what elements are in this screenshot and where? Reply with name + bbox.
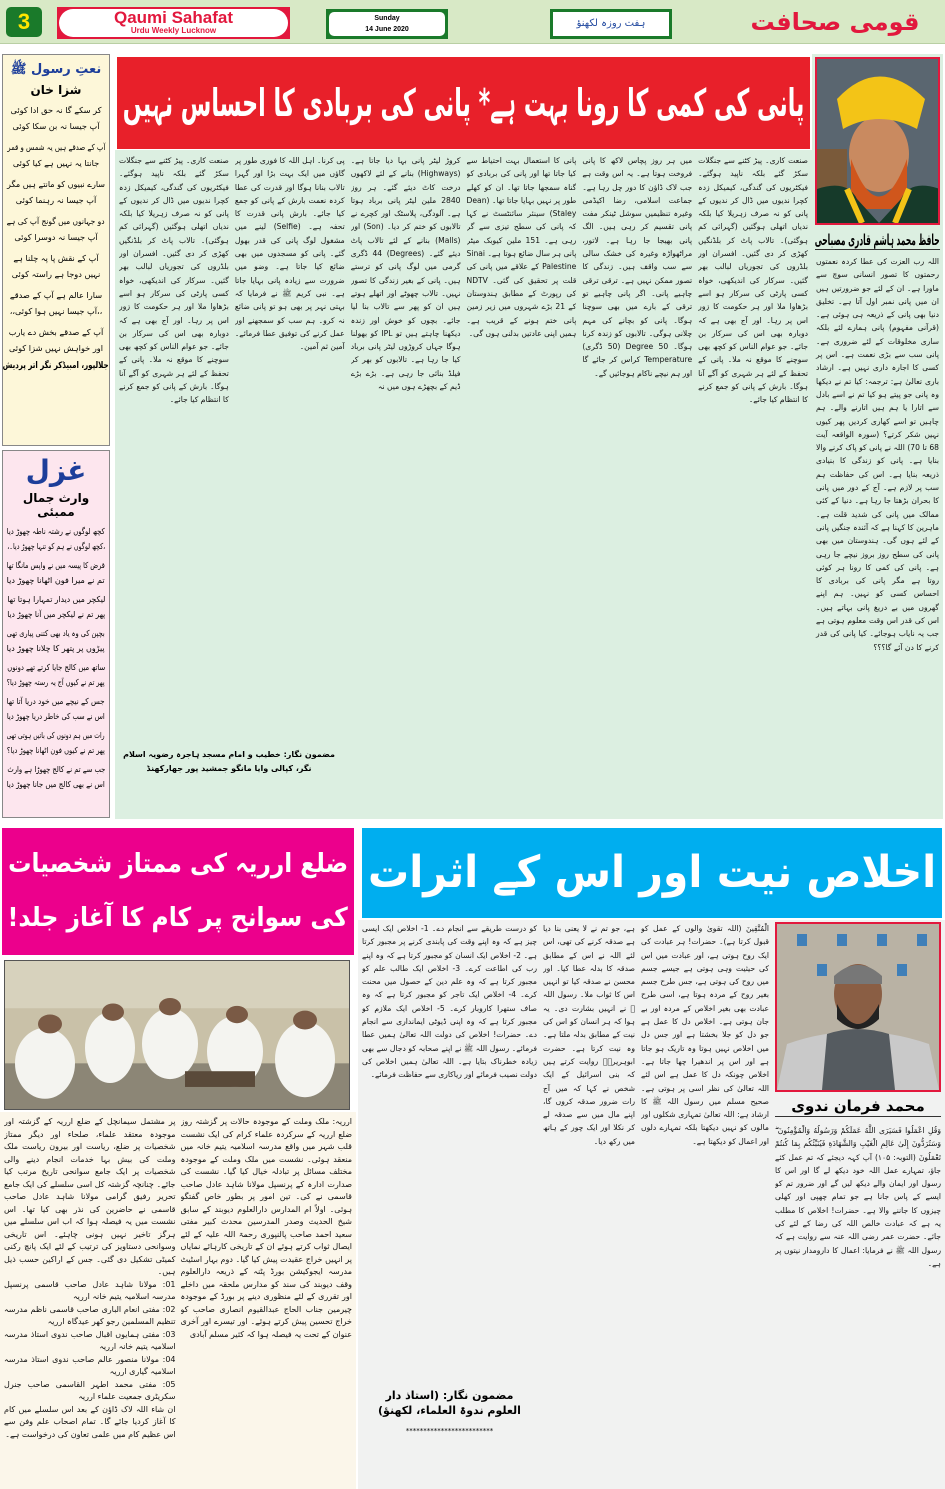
ikhlas-author-portrait (777, 924, 939, 1090)
verse-line: جانتا یہ نہیں ہے کیا کوئی (12, 158, 100, 168)
article-column: اللہ رب العزت کی عطا کردہ نعمتوں رحمتوں کا تصور انسانی سوچ سے ماورا ہے۔ ان کے لئے جو ضرورتیں ہیں ان میں پانی نمبر اول آتا ہے۔ تخلیق دنیا بھی پانی کے ذریعہ ہی ہوئی ہے۔ (قرآنی مفہوم) پانی ہمارے لئے بلکہ ساری مخلوقات کے لئے ضروری ہے۔ پانی سب سے بڑی نعمت ہے۔ اس پر کسی کا اجارہ داری نہیں ہے۔ ارشاد باری تعالیٰ ہے: ترجمہ: کیا تم نے دیکھا وہ پانی جو پیتے ہو کیا تم نے اسے بادل سے اتارا یا ہم ہیں اتارنے والے۔ ہم چاہیں تو اسے کھاری کردیں پھر کیوں نہیں شکر کرتے؟ (سورہ الواقعہ آیت 68 تا 70) اللہ نے پانی کو پاک کرنے والا بنایا ہے۔ پانی کو زندگی کا بنیادی ذریعہ بنایا ہے۔ اس کی حفاظت ہم سب پر لازم ہے۔ آج کے دور میں پانی کا بحران بڑھتا جا رہا ہے۔ دنیا کے کئی ممالک میں پانی کی شدید قلت ہے۔ ماہرین کا کہنا ہے کہ آئندہ جنگیں پانی کے لئے ہوں گی۔ ہندوستان میں بھی پانی کی سطح روز بروز نیچے جا رہی ہے۔ پانی کی کمی کا رونا ہر کوئی روتا ہے مگر پانی کی بربادی کا احساس کسی کو نہیں۔ ہم اپنے گھروں میں بے دریغ پانی بہاتے ہیں۔ اس کی قدر اس وقت معلوم ہوتی ہے جب یہ نایاب ہوجائے۔ کیا پانی کی قدر کرنے کا دن آئے گا؟؟؟ (816, 257, 939, 652)
masthead (0, 0, 945, 44)
separator: ************************* (405, 1427, 494, 1435)
verse-line-wrap (7, 102, 105, 118)
verse-line: ،،آپ جیسا نہیں ہوا کوئی،، (9, 306, 103, 316)
verse-line: آپ جیسا نہ رہنما کوئی (15, 195, 97, 205)
top-headline: پانی کی کمی کا رونا بہت ہے* پانی کی بربادی کا احساس نہیں (122, 81, 805, 125)
verse-line: نہیں دوجا ہے راستہ کوئی (11, 269, 101, 279)
credit-line-1: مضمون نگار: (استاذ دار (385, 1389, 514, 1402)
closing-note: ان شاء اللہ لاک ڈاؤن کے بعد اس سلسلے میں کام کا آغاز کردیا جائے گا۔ تمام اصحاب علم وفن سے اس عظیم کام میں علمی تعاون کی درخواست ہے۔ (4, 1404, 176, 1439)
verse-line-wrap (7, 250, 105, 266)
verse-line: قرض کا پیسہ میں نے واپس مانگا تھا (6, 560, 106, 570)
naat-poem (3, 102, 109, 356)
araria-article-body (0, 1112, 356, 1489)
page-number: 3 (6, 7, 42, 37)
naat-author: شزا خان (30, 83, 82, 97)
araria-headline (2, 828, 354, 955)
verse-line-wrap (7, 660, 105, 675)
araria-headline-line1: ضلع ارریہ کی ممتاز شخصیات (8, 849, 348, 879)
article-column: صنعت کاری۔ پیڑ کٹنے سے جنگلات سکڑ گئے بلکہ ناپید ہوگئے۔ فیکٹریوں کی گندگی، کیمیکل زدہ کچرا ندیوں میں ڈال کر ندیوں کے پانی کو نہ صرف زہریلا کیا بلکہ ندیاں اتھلی ہوگئیں (گہرائی کم ہوگئی)۔ تالاب پاٹ کر بلڈنگیں کھڑی کر دی گئیں۔ افسران اور بلڈروں کی تجوریاں لبالب بھر گئیں۔ سرکار کی اندیکھی، خواہ کسی پارٹی کی سرکار ہو اسے بڑھاوا ملا اور ہر حکومت کا زور اس پر رہا۔ اور آج بھی ہے کہ دوبارہ بھی اس کی سرکار بن جائے۔ جو عوام الناس کو کچھ بھی سوچنے کا موقع نہ ملا۔ پانی کے تحفظ کے لئے ہر شہری کو آگے آنا ہوگا۔ بارش کے پانی کو جمع کرنے کا انتظام کیا جائے۔ (119, 156, 229, 405)
verse-line: جس کے نیچے میں خود دریا آتا تھا (6, 696, 106, 706)
verse-line-wrap (7, 592, 105, 607)
naat-title: نعتِ رسول ﷺ (10, 62, 102, 77)
author-name-wrap (815, 231, 940, 250)
weekly-urdu: ہفت روزہ لکھنؤ (553, 12, 669, 36)
couplet (7, 694, 105, 723)
verse-line-wrap (7, 743, 105, 758)
verse-line: آپ جیسا نہ دوسرا کوئی (14, 232, 98, 242)
couplet (7, 558, 105, 587)
date-box (326, 9, 448, 39)
day: Sunday (374, 15, 400, 22)
verse-line-wrap (7, 303, 105, 319)
naat-place-wrap (3, 361, 109, 371)
couplet (7, 524, 105, 553)
verse-line: تم نے میرا فون اٹھانا چھوڑ دیا (7, 574, 105, 585)
verse-line-wrap (7, 324, 105, 340)
verse-line: ،کچھ لوگوں نے ہم کو تنہا چھوڑ دیا۔، (6, 540, 105, 551)
author-column (812, 54, 943, 819)
verse-line-wrap (7, 607, 105, 622)
member-3: 03: مفتی ہمایوں اقبال صاحب ندوی استاذ مدرسہ اسلامیہ یتیم خانہ ارریہ (4, 1329, 176, 1351)
member-2: 02: مفتی انعام الباری صاحب قاسمی ناظم مدرسہ تنظیم المسلمین رجو کھر عیدگاہ ارریہ (4, 1304, 176, 1326)
ikhlas-headline-banner (362, 828, 942, 918)
date: 14 June 2020 (365, 26, 409, 33)
article-column (4, 1116, 176, 1485)
verse-line-wrap (7, 118, 105, 134)
verse-line: جب سے تم نے کالج چھوڑا ہے وارث (7, 764, 105, 774)
verse-line-wrap (7, 155, 105, 171)
verse-line: پھر تم نے کیوں آج یہ رستہ چھوڑ دیا؟ (7, 676, 105, 687)
verse-line: آپ کے نقش پا پہ چلنا ہے (13, 253, 99, 263)
verse-line: سارے نبیوں کو مانتے ہیں مگر (7, 179, 105, 189)
couplet (7, 139, 105, 171)
title-urdu: قومی صحافت (750, 8, 920, 36)
araria-headline-line2: کی سوانح پر کام کا آغاز جلد! (7, 903, 349, 933)
weekly-label (550, 9, 672, 39)
ikhlas-author-name: محمد فرمان ندوی (775, 1096, 941, 1117)
couplet (7, 660, 105, 689)
verse-line: اس نے بھی کالج میں جانا چھوڑ دیا (6, 778, 106, 789)
verse-line-wrap (7, 675, 105, 690)
top-headline-banner (117, 57, 810, 149)
verse-line-wrap (7, 762, 105, 777)
verse-line: اس نے سب کی خاطر دریا چھوڑ دیا (7, 710, 105, 721)
couplet (7, 626, 105, 655)
title-english: Qaumi Sahafat (113, 8, 234, 27)
couplet (7, 324, 105, 356)
verse-line-wrap (7, 573, 105, 588)
subtitle-english: Urdu Weekly Lucknow (130, 26, 217, 35)
verse-line-wrap (7, 539, 105, 554)
couplet (7, 176, 105, 208)
verse-line-wrap (7, 626, 105, 641)
article-column: پی کرنا۔ اہل اللہ کا فوری طور پر گاؤں میں ایک بہت بڑا اور گہرا تالاب بنانا ہوگا اور قدرت کی عطا کردہ نعمت بارش کے پانی کو جمع کیا جائے۔ بارش پانی قدرت کا تحفہ ہے۔ (Selfie) لینے میں مشغول لوگ پانی کی قدر بھول گئے۔ پانی کو مسجدوں میں بھی ضائع کیا جاتا ہے۔ وضو میں ضرورت سے زیادہ پانی بہایا جاتا ہے۔ نبی کریم ﷺ نے فرمایا کہ بہتی نہر پر بھی ہو تو پانی ضائع نہ کرو۔ ہم سب کو سمجھنے اور عمل کرنے کی توفیق عطا فرمائے۔ آمین ثم آمین۔ (234, 156, 345, 352)
couplet (7, 592, 105, 621)
verse-line-wrap (7, 777, 105, 792)
verse-line-wrap (7, 694, 105, 709)
couplet (7, 250, 105, 282)
ikhlas-author-photo (775, 922, 941, 1092)
verse-line-wrap (7, 139, 105, 155)
verse-line-wrap (7, 524, 105, 539)
credit-line-2: العلوم ندوۃ العلماء، لکھنؤ) (378, 1404, 521, 1417)
verse-line: بچپن کی وہ یاد بھی کتنی پیاری تھی (7, 628, 105, 638)
couplet (7, 213, 105, 245)
article-column: الْمُتَّقِينَ (اللہ تقویٰ والوں کے عمل کو قبول کرتا ہے)۔ حضرات! ہر عبادت کی ایک روح ہوتی ہے، اور عبادت میں اس کی حیثیت وہی ہوتی ہے جیسے جسم میں روح کی ہوتی ہے، جس طرح جسم بغیر روح کے مردہ ہوتا ہے، اسی طرح عبادت بھی بغیر اخلاص کے مردہ اور بے جان ہوتی ہے۔ اخلاص دل کا عمل ہے جو دل کو جلا بخشتا ہے اور جس دل میں اخلاص نہیں ہوتا وہ تاریک ہو جاتا ہے اور اس پر اندھیرا چھا جاتا ہے۔ اخلاص چونکہ دل کا عمل ہے اس لئے اللہ تعالیٰ کی نظر اسی پر ہوتی ہے۔ صحیح مسلم میں رسول اللہ ﷺ کا ارشاد ہے: اللہ تعالیٰ تمہاری شکلوں اور مالوں کو نہیں دیکھتا بلکہ تمہارے دلوں اور اعمال کو دیکھتا ہے۔ (641, 924, 769, 1146)
article-column: میں ہر روز پچاس لاکھ کا پانی فروخت ہوتا ہے۔ یہ اس وقت ہے جب لاک ڈاؤن کا دور چل رہا ہے۔ جماعت اسلامی، رضا اکیڈمی وغیرہ تنظیمیں سوشل ٹینکر مفت پانی تقسیم کر رہی ہیں۔ الگ پانی بھیجا جا رہا ہے۔ لاتور، مراٹھواڑہ وغیرہ کی خشک سالی سے سب واقف ہیں۔ زندگی کا تصور ممکن نہیں ہے۔ ترقی ترقی چاہیے پانی۔ اگر پانی چاہیے تو ترقی کے بارے میں بھی سوچنا ہوگا۔ پانی کو بچانے کی مہم چلانی ہوگی۔ تالابوں کو زندہ کرنا ہوگا۔ Degree 50 (50 ڈگری) Temperature کراس کر جائے گا اور ہم نیچے ناکام ہوجائیں گے۔ (582, 156, 693, 378)
logo-english (57, 7, 290, 39)
article-paragraph: پر مشتمل سیمانچل کے ضلع ارریہ کے گزشتہ اور موجودہ معتقد علماء، صلحاء اور دیگر ممتاز شخصیات پر ضلع، ریاست اور بیرون ریاست ملک وملت کی بیش بہا خدمات انجام دینے والی شخصیات پر ایک جامع سوانحی تاریخ مرتب کیا جائے۔ چنانچہ گزشتہ کل اسی سلسلے کی ایک جامع تحریر رفیق گرامی مولانا شاہد عادل صاحب قاسمی نے حاضرین کی نذر بھی کیا تھا۔ اس نشست میں یہ فیصلہ ہوا کہ اب اس سلسلے میں ہرگز تاخیر نہیں ہونی چاہئے۔ اس تاریخی وسوانحی دستاویز کی ترتیب کے لئے ایک پانچ رکنی کمیٹی تشکیل دی گئی۔ جس کے اراکین حسب ذیل ہیں۔ (4, 1117, 176, 1276)
verse-line-wrap (7, 176, 105, 192)
verse-line-wrap (7, 728, 105, 743)
article-column: وَقُلِ اعْمَلُوا فَسَيَرَى اللَّهُ عَمَلَكُمْ وَرَسُولُهُ وَالْمُؤْمِنُونَ ۖ وَسَتُرَدُّونَ إِلَىٰ عَالِمِ الْغَيْبِ وَالشَّهَادَةِ فَيُنَبِّئُكُم بِمَا كُنتُمْ تَعْمَلُونَ (التوبہ: ۱۰۵) آپ کہہ دیجئے کہ تم عمل کئے جاؤ، تمہارے عمل اللہ خود دیکھ لے گا اور اس کا رسول اور ایمان والے دیکھ لیں گے اور ضرور تم کو ایسے کے پاس جانا ہے جو تمام چھپی اور کھلی چیزوں کا جاننے والا ہے۔ حضرات! اخلاص کا مطلب یہ ہے کہ عبادت خالص اللہ کی رضا کے لئے کی جائے۔ حضرت عمر رضی اللہ عنہ سے روایت ہے کہ رسول اللہ ﷺ نے فرمایا: اعمال کا دارومدار نیتوں پر ہے۔ (775, 1126, 941, 1268)
verse-line: کچھ لوگوں نے رشتہ ناطہ چھوڑ دیا (6, 526, 106, 536)
verse-line-wrap (7, 266, 105, 282)
verse-line: پیڑوں پر پتھر کا چلانا چھوڑ دیا (6, 642, 106, 653)
article-column: صنعت کاری۔ پیڑ کٹنے سے جنگلات سکڑ گئے بلکہ ناپید ہوگئے۔ فیکٹریوں کی گندگی، کیمیکل زدہ کچرا ندیوں میں ڈال کر ندیوں کے پانی کو نہ صرف زہریلا کیا بلکہ ندیاں اتھلی ہوگئیں (گہرائی کم ہوگئی)۔ تالاب پاٹ کر بلڈنگیں کھڑی کر دی گئیں۔ افسران اور بلڈروں کی تجوریاں لبالب بھر گئیں۔ سرکار کی اندیکھی، خواہ کسی پارٹی کی سرکار ہو اسے بڑھاوا ملا اور ہر حکومت کا زور اس پر رہا۔ اور آج بھی ہے کہ دوبارہ بھی اس کی سرکار بن جائے۔ جو عوام الناس کو کچھ بھی سوچنے کا موقع نہ ملا۔ پانی کے تحفظ کے لئے ہر شہری کو آگے آنا ہوگا۔ بارش کے پانی کو جمع کرنے کا انتظام کیا جائے۔ (698, 156, 808, 405)
verse-line: دو جہانوں میں گونج آپ کی ہے (7, 216, 105, 226)
verse-line-wrap (7, 287, 105, 303)
verse-line: پھر تم نے لیکچر میں آنا چھوڑ دیا (7, 608, 105, 619)
article-column: کو درست طریقے سے انجام دے۔ 1- اخلاص ایک ایسی چیز ہے کہ وہ اپنے وقت کی پابندی کرنے پر مجبور کرتا ہے۔ 2- اخلاص ایک انسان کو مجبور کرتا ہے کہ وہ اپنے رب کی اطاعت کرے۔ 3- اخلاص ایک طالب علم کو مجبور کرتا ہے کہ وہ علم دین کے حصول میں محنت کرے۔ 4- اخلاص ایک تاجر کو مجبور کرتا ہے کہ وہ صاف ستھرا کاروبار کرے۔ 5- اخلاص ایک ملازم کو مجبور کرتا ہے کہ وہ اپنی ڈیوٹی ایمانداری سے انجام دے۔ حضرات! اخلاص کی دولت اللہ تعالیٰ ہمیں عطا فرمائے۔ رسول اللہ ﷺ نے اپنے صحابہ کو دجال سے بھی زیادہ خطرناک بتایا ہے۔ اللہ تعالیٰ ہمیں اخلاص کی دولت نصیب فرمائے اور ریاکاری سے حفاظت فرمائے۔ (362, 924, 537, 1080)
araria-headline-line2-wrap (8, 891, 348, 945)
member-1: 01: مولانا شاہد عادل صاحب قاسمی پرنسپل مدرسہ اسلامیہ یتیم خانہ ارریہ (4, 1279, 176, 1301)
naat-place: جلالپور، امبیڈکر نگر اتر پردیش (3, 361, 109, 371)
couplet (7, 287, 105, 319)
article-column: پانی کا استعمال بہت احتیاط سے کیا جاتا تھا اور پانی کی بربادی کو گناہ سمجھا جاتا تھا۔ ان کو کھلے طور پر نہیں بہایا جاتا تھا۔ (Dean Staley) سینئر سائنٹسٹ نے کہا کہ پانی کی سطح تیزی سے گر رہی ہے۔ 151 ملین کیوبک میٹر پانی ہر سال ضائع ہوتا ہے۔ Sinai Palestine کے علاقے میں پانی کی قلت پر تحقیق کی گئی۔ NDTV کی رپورٹ کے مطابق ہندوستان کے 21 بڑے شہروں میں زیر زمین پانی ختم ہونے کے قریب ہے۔ ہمیں اپنی عادتیں بدلنی ہوں گی۔ (466, 156, 577, 338)
verse-line: رات میں ہم دونوں کی باتیں ہوتی تھی (7, 730, 105, 740)
verse-line: پھر تم نے کیوں فون اٹھانا چھوڑ دیا؟ (7, 744, 105, 755)
naat-box (2, 54, 110, 446)
meeting-photo (4, 960, 350, 1110)
ghazal-author: وارث جمال ممبئی (22, 491, 90, 519)
author-photo (815, 57, 940, 225)
verse-line: آپ جیسا نہ بن سکا کوئی (12, 121, 100, 131)
ikhlas-article-body (358, 920, 945, 1489)
couplet (7, 728, 105, 757)
verse-line: اور خواہش نہیں شزا کوئی (8, 343, 104, 353)
article-column: کروڑ لیٹر پانی بہا دیا جاتا ہے۔ (Highways) بنانے کے لئے لاکھوں درخت کاٹ دیئے گئے۔ ہر روز 2840 ملین لیٹر پانی برباد ہوتا ہے۔ آلودگی، پلاسٹک اور کچرے نے تالابوں کو ختم کر دیا۔ (Son) اور (Malls) بنانے کے لئے تالاب پاٹ دیئے گئے۔ (Degrees) 44 ڈگری گرمی میں لوگ پانی کو ترستے ہیں۔ پانی کے بغیر زندگی کا تصور نہیں۔ تالاب چھوٹے اور اتھلے ہوتے ہیں ان کو پھر سے تالاب بنا لیا جائے۔ بچوں کو خوش اور زندہ دیکھنا چاہتے ہیں تو IPL کو بھولنا ہوگا جہاں کروڑوں لیٹر پانی برباد کیا جا رہا ہے۔ تالابوں کو بھر کر فیلڈ بنائی جا رہی ہے۔ بڑے بڑے ڈیم کے بچھڑے ہوں میں نہ (350, 156, 461, 392)
verse-line: سارا عالم ہے آپ کے صدقے (9, 290, 103, 300)
verse-line: کر سکے گا نہ حق ادا کوئی (10, 105, 102, 115)
verse-line-wrap (7, 641, 105, 656)
verse-line: آپ کے صدقے بخش دے یارب (8, 327, 104, 337)
verse-line-wrap (7, 709, 105, 724)
meeting-group-image (5, 961, 349, 1109)
verse-line-wrap (7, 558, 105, 573)
member-5: 05: مفتی محمد اطہر القاسمی صاحب جنرل سکریٹری جمعیت علماء ارریہ (4, 1379, 176, 1401)
author-portrait-image (817, 59, 940, 223)
author-name: حافظ محمد ہاشم قادری مصباحی (815, 231, 940, 249)
verse-line-wrap (7, 213, 105, 229)
top-article-body (115, 150, 812, 819)
ikhlas-credit (362, 1388, 537, 1439)
ghazal-poem (3, 524, 109, 791)
ghazal-title: غزل (25, 454, 87, 487)
couplet (7, 762, 105, 791)
article-column: ہے، جو تم نے لا یعنی بنا دیا ہے صدقہ کرنے کی تھی، اس لئے اللہ نے اس کے مطابق صدقہ کا بدلہ عطا کیا۔ اور محسن نے صدقہ کیا تو انہیں اس کا ثواب ملا۔ رسول اللہ ﷺ نے انہیں بشارت دی۔ یہ ہوا کہ ہر انسان کو اس کی نیت کے مطابق بدلہ ملتا ہے۔ وہ نیت کرتا ہے۔ حضرت ابوہریرہؓ روایت کرتے ہیں کہ بنی اسرائیل کے ایک شخص نے کہا کہ میں آج رات ضرور صدقہ کروں گا، اپنے مال میں سے صدقہ لے کر نکلا اور ایک چور کے ہاتھ میں رکھ دیا۔ (543, 924, 635, 1146)
verse-line-wrap (7, 340, 105, 356)
article-column: ارریہ: ملک وملت کے موجودہ حالات پر گزشتہ روز ضلع ارریہ کے سرکردہ علماء کرام کی ایک نشست قلب شہر میں واقع مدرسہ اسلامیہ یتیم خانہ میں منعقد ہوئی۔ نشست میں ملک وملت کے موجودہ مختلف مسائل پر تبادلہ خیال کیا گیا۔ نشست کی صدارت ادارہ کے پرنسپل مولانا شاہد عادل صاحب قاسمی نے کی۔ تین امور پر بطور خاص گفتگو ہوئی۔ اولاً ام المدارس دارالعلوم دیوبند کے سابق شیخ الحدیث وصدر المدرسین محدث کبیر مفتی سعید احمد صاحب پالنپوری رحمۃ اللہ علیہ کے لئے ایصال ثواب کرتے ہوئے ان کے تاریخی کارہائے نمایاں پر انہیں خراج عقیدت پیش کیا گیا۔ دوم بہار اسٹیٹ مدرسہ ایجوکیشن بورڈ پٹنہ کے ذریعہ دارالعلوم وقف دیوبند کی سند کو مدارس ملحقہ میں داخلے اور تقرری کے لئے منظوری دینے پر بورڈ کے موجودہ چیرمین جناب الحاج عبدالقیوم انصاری صاحب کو خراج تحسین پیش کرتے ہوئے۔ اور تیسرے اور آخری عنوان کے تحت یہ فیصلہ ہوا کہ کثیر مسلم آبادی (180, 1117, 352, 1339)
araria-headline-line1-wrap (8, 837, 348, 891)
verse-line: آپ کے صدقے ہیں یہ شمس و قمر (6, 142, 106, 152)
article-credit: مضمون نگار: خطیب و امام مسجد ہاجرہ رضویہ اسلام نگر، کپالی وایا مانگو جمشید پور جھارکھنڈ (123, 750, 335, 773)
verse-line-wrap (7, 192, 105, 208)
member-4: 04: مولانا منصور عالم صاحب ندوی استاذ مدرسہ اسلامیہ گیاری ارریہ (4, 1354, 176, 1376)
couplet (7, 102, 105, 134)
verse-line: ساتھ میں کالج جایا کرتے تھے دونوں (6, 662, 105, 672)
ikhlas-headline: اخلاص نیت اور اس کے اثرات (367, 847, 937, 898)
verse-line-wrap (7, 229, 105, 245)
ghazal-box (2, 450, 110, 818)
verse-line: لیکچر میں دیدار تمہارا ہوتا تھا (6, 594, 106, 604)
